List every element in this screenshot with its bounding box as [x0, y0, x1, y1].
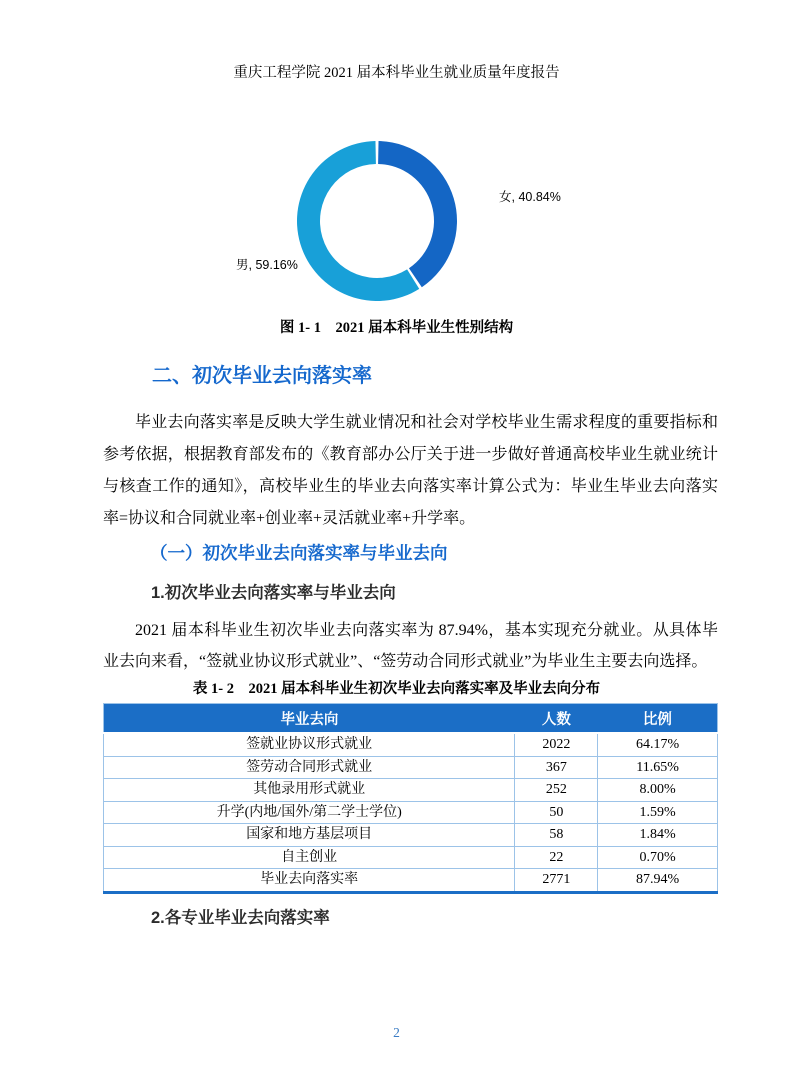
paragraph-employment-rate-intro: 毕业去向落实率是反映大学生就业情况和社会对学校毕业生需求程度的重要指标和参考依据，根据教育部发布的《教育部办公厅关于进一步做好普通高校毕业生就业统计与核查工作的通知》，高校毕业生的毕业去向落实率计算公式为：毕业生毕业去向落实率=协议和合同就业率+创业率+灵活就业率+升学率。: [103, 414, 718, 527]
table-cell: 58: [515, 824, 598, 847]
page-number: 2: [393, 1025, 400, 1040]
table-cell: 国家和地方基层项目: [104, 824, 515, 847]
donut-slice-女: [378, 141, 457, 287]
table-cell: 签劳动合同形式就业: [104, 756, 515, 779]
table-cell: 1.84%: [598, 824, 718, 847]
table-cell: 22: [515, 846, 598, 869]
table-header-cell: 毕业去向: [104, 704, 515, 734]
table-cell: 其他录用形式就业: [104, 779, 515, 802]
gender-donut-chart: [296, 140, 458, 302]
subsection-heading: （一）初次毕业去向落实率与毕业去向: [150, 543, 448, 563]
donut-label-female: 女, 40.84%: [499, 190, 561, 204]
table-row: [104, 756, 718, 779]
table-cell: 64.17%: [598, 733, 718, 756]
table-cell: 毕业去向落实率: [104, 869, 515, 893]
table-cell: 自主创业: [104, 846, 515, 869]
donut-label-male: 男, 59.16%: [236, 258, 298, 272]
table-header-row: [104, 704, 718, 734]
document-header-title: 重庆工程学院 2021 届本科毕业生就业质量年度报告: [233, 65, 560, 81]
table-cell: 11.65%: [598, 756, 718, 779]
table-cell: 升学(内地/国外/第二学士学位): [104, 801, 515, 824]
table-row: [104, 801, 718, 824]
gender-structure-chart: [0, 140, 793, 302]
table-header-cell: 人数: [515, 704, 598, 734]
table-cell: 252: [515, 779, 598, 802]
figure-caption: 图 1- 1 2021 届本科毕业生性别结构: [279, 320, 514, 336]
table-row: [104, 846, 718, 869]
table-header-cell: 比例: [598, 704, 718, 734]
graduation-destination-table: [103, 703, 718, 894]
table-cell: 87.94%: [598, 869, 718, 893]
table-row: [104, 824, 718, 847]
table-cell: 2771: [515, 869, 598, 893]
table-caption: 表 1- 2 2021 届本科毕业生初次毕业去向落实率及毕业去向分布: [192, 681, 601, 697]
paragraph-initial-rate: 2021 届本科毕业生初次毕业去向落实率为 87.94%，基本实现充分就业。从具体毕业去向来看，“签就业协议形式就业”、“签劳动合同形式就业”为毕业生主要去向选择。: [103, 622, 718, 670]
table-cell: 2022: [515, 733, 598, 756]
section-heading: 二、初次毕业去向落实率: [152, 365, 372, 387]
point-heading-1: 1.初次毕业去向落实率与毕业去向: [151, 584, 396, 602]
table-cell: 1.59%: [598, 801, 718, 824]
point-heading-2: 2.各专业毕业去向落实率: [151, 908, 330, 927]
table-body: [104, 733, 718, 892]
table-cell: 签就业协议形式就业: [104, 733, 515, 756]
table-row: [104, 869, 718, 893]
table-cell: 0.70%: [598, 846, 718, 869]
table-row: [104, 733, 718, 756]
table-cell: 50: [515, 801, 598, 824]
table-cell: 8.00%: [598, 779, 718, 802]
table-cell: 367: [515, 756, 598, 779]
table-row: [104, 779, 718, 802]
